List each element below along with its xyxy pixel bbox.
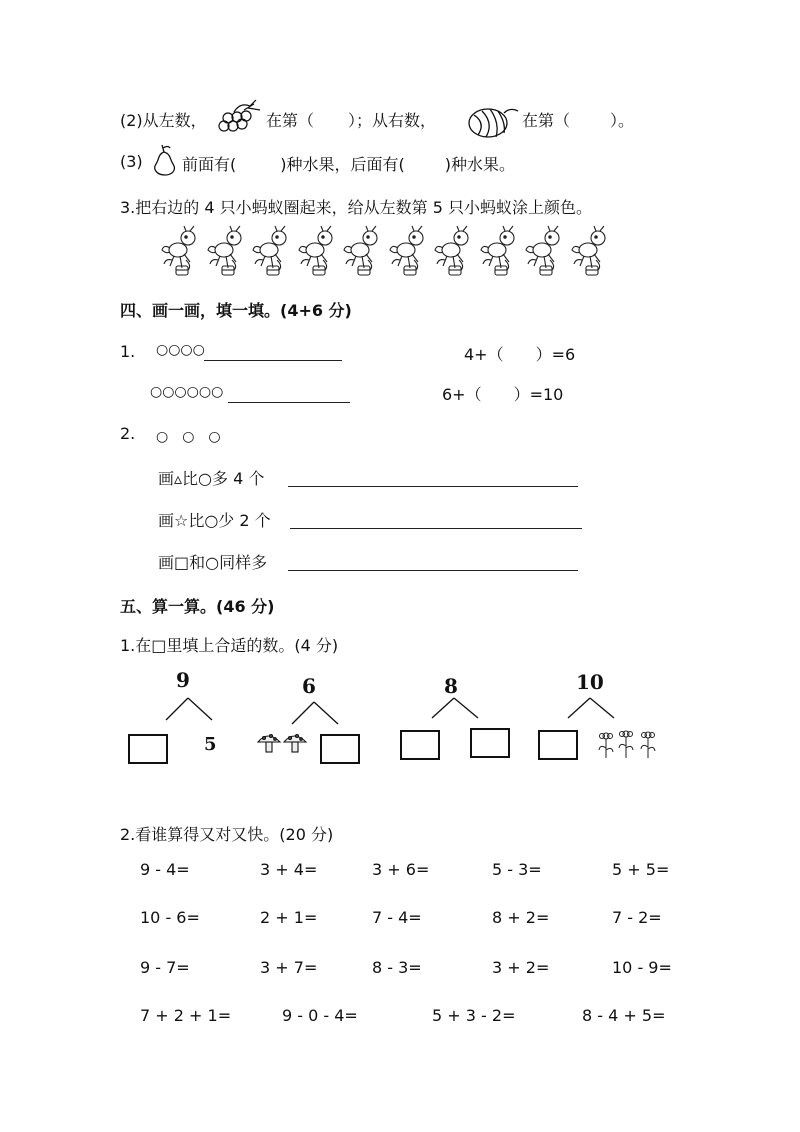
tree-1-left-box[interactable] bbox=[128, 734, 168, 764]
q2-line-2 bbox=[120, 108, 207, 131]
ant-icon[interactable] bbox=[524, 226, 568, 280]
s4-item1-answer-line[interactable] bbox=[204, 360, 342, 361]
calc-r3-c2: 3 + 7= bbox=[260, 958, 318, 977]
ant-icon[interactable] bbox=[342, 226, 386, 280]
s4-item1-equation: 4+（ ）=6 bbox=[464, 345, 576, 364]
section5-title: 五、算一算。(46 分) bbox=[120, 597, 275, 616]
calc-r4-c1: 7 + 2 + 1= bbox=[140, 1006, 232, 1025]
tree-3-branches bbox=[430, 696, 490, 722]
ant-icon[interactable] bbox=[433, 226, 477, 280]
ant-icon[interactable] bbox=[251, 226, 295, 280]
s5-sub2: 2.看谁算得又对又快。(20 分) bbox=[120, 825, 334, 844]
q2-line2-end: 在第（ bbox=[522, 111, 571, 130]
calc-r1-c4: 5 - 3= bbox=[492, 860, 542, 879]
tree-3-top: 8 bbox=[444, 674, 458, 698]
tree-1-branches bbox=[160, 696, 220, 722]
ant-icon[interactable] bbox=[479, 226, 523, 280]
tree-1-right-value: 5 bbox=[204, 734, 217, 755]
q2-line3-front: 前面有( bbox=[182, 155, 237, 174]
calc-r3-c1: 9 - 7= bbox=[140, 958, 190, 977]
s4-item2-num: 2. bbox=[120, 424, 136, 443]
s4-item1b-equation: 6+（ ）=10 bbox=[442, 385, 564, 404]
s4-draw-triangle-line[interactable] bbox=[288, 486, 578, 487]
s4-draw-star-label: 画☆比○少 2 个 bbox=[158, 511, 271, 530]
grape-icon bbox=[214, 100, 264, 136]
tree-4-branches bbox=[566, 696, 626, 722]
q2-line3-wrap bbox=[182, 152, 515, 175]
flower-icon bbox=[596, 728, 662, 762]
tree-2-branches bbox=[290, 700, 350, 726]
q2-line2-end-wrap bbox=[522, 108, 634, 131]
s4-draw-star-line[interactable] bbox=[290, 528, 582, 529]
calc-r2-c2: 2 + 1= bbox=[260, 908, 318, 927]
calc-r2-c5: 7 - 2= bbox=[612, 908, 662, 927]
calc-r3-c3: 8 - 3= bbox=[372, 958, 422, 977]
s5-sub1: 1.在□里填上合适的数。(4 分) bbox=[120, 636, 339, 655]
q2-line3-prefix: (3) bbox=[120, 152, 143, 171]
calc-r1-c3: 3 + 6= bbox=[372, 860, 430, 879]
s4-item2-circles: ○ ○ ○ bbox=[156, 429, 221, 445]
ant-icon[interactable] bbox=[388, 226, 432, 280]
ant-icon[interactable] bbox=[206, 226, 250, 280]
s4-item1-circles: ○○○○ bbox=[156, 342, 205, 358]
calc-r1-c1: 9 - 4= bbox=[140, 860, 190, 879]
q3-text: 3.把右边的 4 只小蚂蚁圈起来，给从左数第 5 只小蚂蚁涂上颜色。 bbox=[120, 198, 592, 217]
q2-line2-mid: 在第（ bbox=[266, 111, 315, 130]
s4-item1b-answer-line[interactable] bbox=[228, 402, 350, 403]
calc-r4-c2: 9 - 0 - 4= bbox=[282, 1006, 358, 1025]
s4-item1b-circles: ○○○○○○ bbox=[150, 384, 224, 400]
q2-line-3 bbox=[120, 152, 143, 171]
watermelon-icon bbox=[466, 103, 522, 139]
calc-r2-c4: 8 + 2= bbox=[492, 908, 550, 927]
ant-icon[interactable] bbox=[570, 226, 614, 280]
tree-1-top: 9 bbox=[176, 668, 190, 692]
calc-r4-c4: 8 - 4 + 5= bbox=[582, 1006, 666, 1025]
tree-4-top: 10 bbox=[576, 670, 604, 694]
q2-line3-front-close: )种水果，后面有( bbox=[280, 155, 405, 174]
tree-3-left-box[interactable] bbox=[400, 730, 440, 760]
tree-2-top: 6 bbox=[302, 674, 316, 698]
calc-r3-c4: 3 + 2= bbox=[492, 958, 550, 977]
pear-icon bbox=[150, 144, 180, 176]
calc-r1-c2: 3 + 4= bbox=[260, 860, 318, 879]
ant-icon[interactable] bbox=[160, 226, 204, 280]
tree-2-right-box[interactable] bbox=[320, 734, 360, 764]
calc-r3-c5: 10 - 9= bbox=[612, 958, 672, 977]
q2-line2-mid-wrap bbox=[266, 108, 436, 131]
s4-draw-square-label: 画□和○同样多 bbox=[158, 553, 268, 572]
q2-line2-prefix: (2)从左数， bbox=[120, 111, 207, 130]
q2-line2-mid-close: ）；从右数， bbox=[348, 111, 437, 130]
s4-draw-square-line[interactable] bbox=[288, 570, 578, 571]
calc-r4-c3: 5 + 3 - 2= bbox=[432, 1006, 516, 1025]
q2-line2-end-close: ）。 bbox=[610, 111, 635, 130]
calc-r2-c1: 10 - 6= bbox=[140, 908, 200, 927]
ant-row bbox=[160, 226, 620, 282]
tree-4-left-box[interactable] bbox=[538, 730, 578, 760]
calc-r1-c5: 5 + 5= bbox=[612, 860, 670, 879]
section4-title: 四、画一画，填一填。(4+6 分) bbox=[120, 301, 352, 320]
calc-r2-c3: 7 - 4= bbox=[372, 908, 422, 927]
ant-icon[interactable] bbox=[297, 226, 341, 280]
tree-3-right-box[interactable] bbox=[470, 728, 510, 758]
q2-line3-back-close: )种水果。 bbox=[444, 155, 515, 174]
s4-item1-num: 1. bbox=[120, 342, 136, 361]
s4-draw-triangle-label: 画▵比○多 4 个 bbox=[158, 469, 265, 488]
mushroom-icon bbox=[256, 730, 312, 756]
